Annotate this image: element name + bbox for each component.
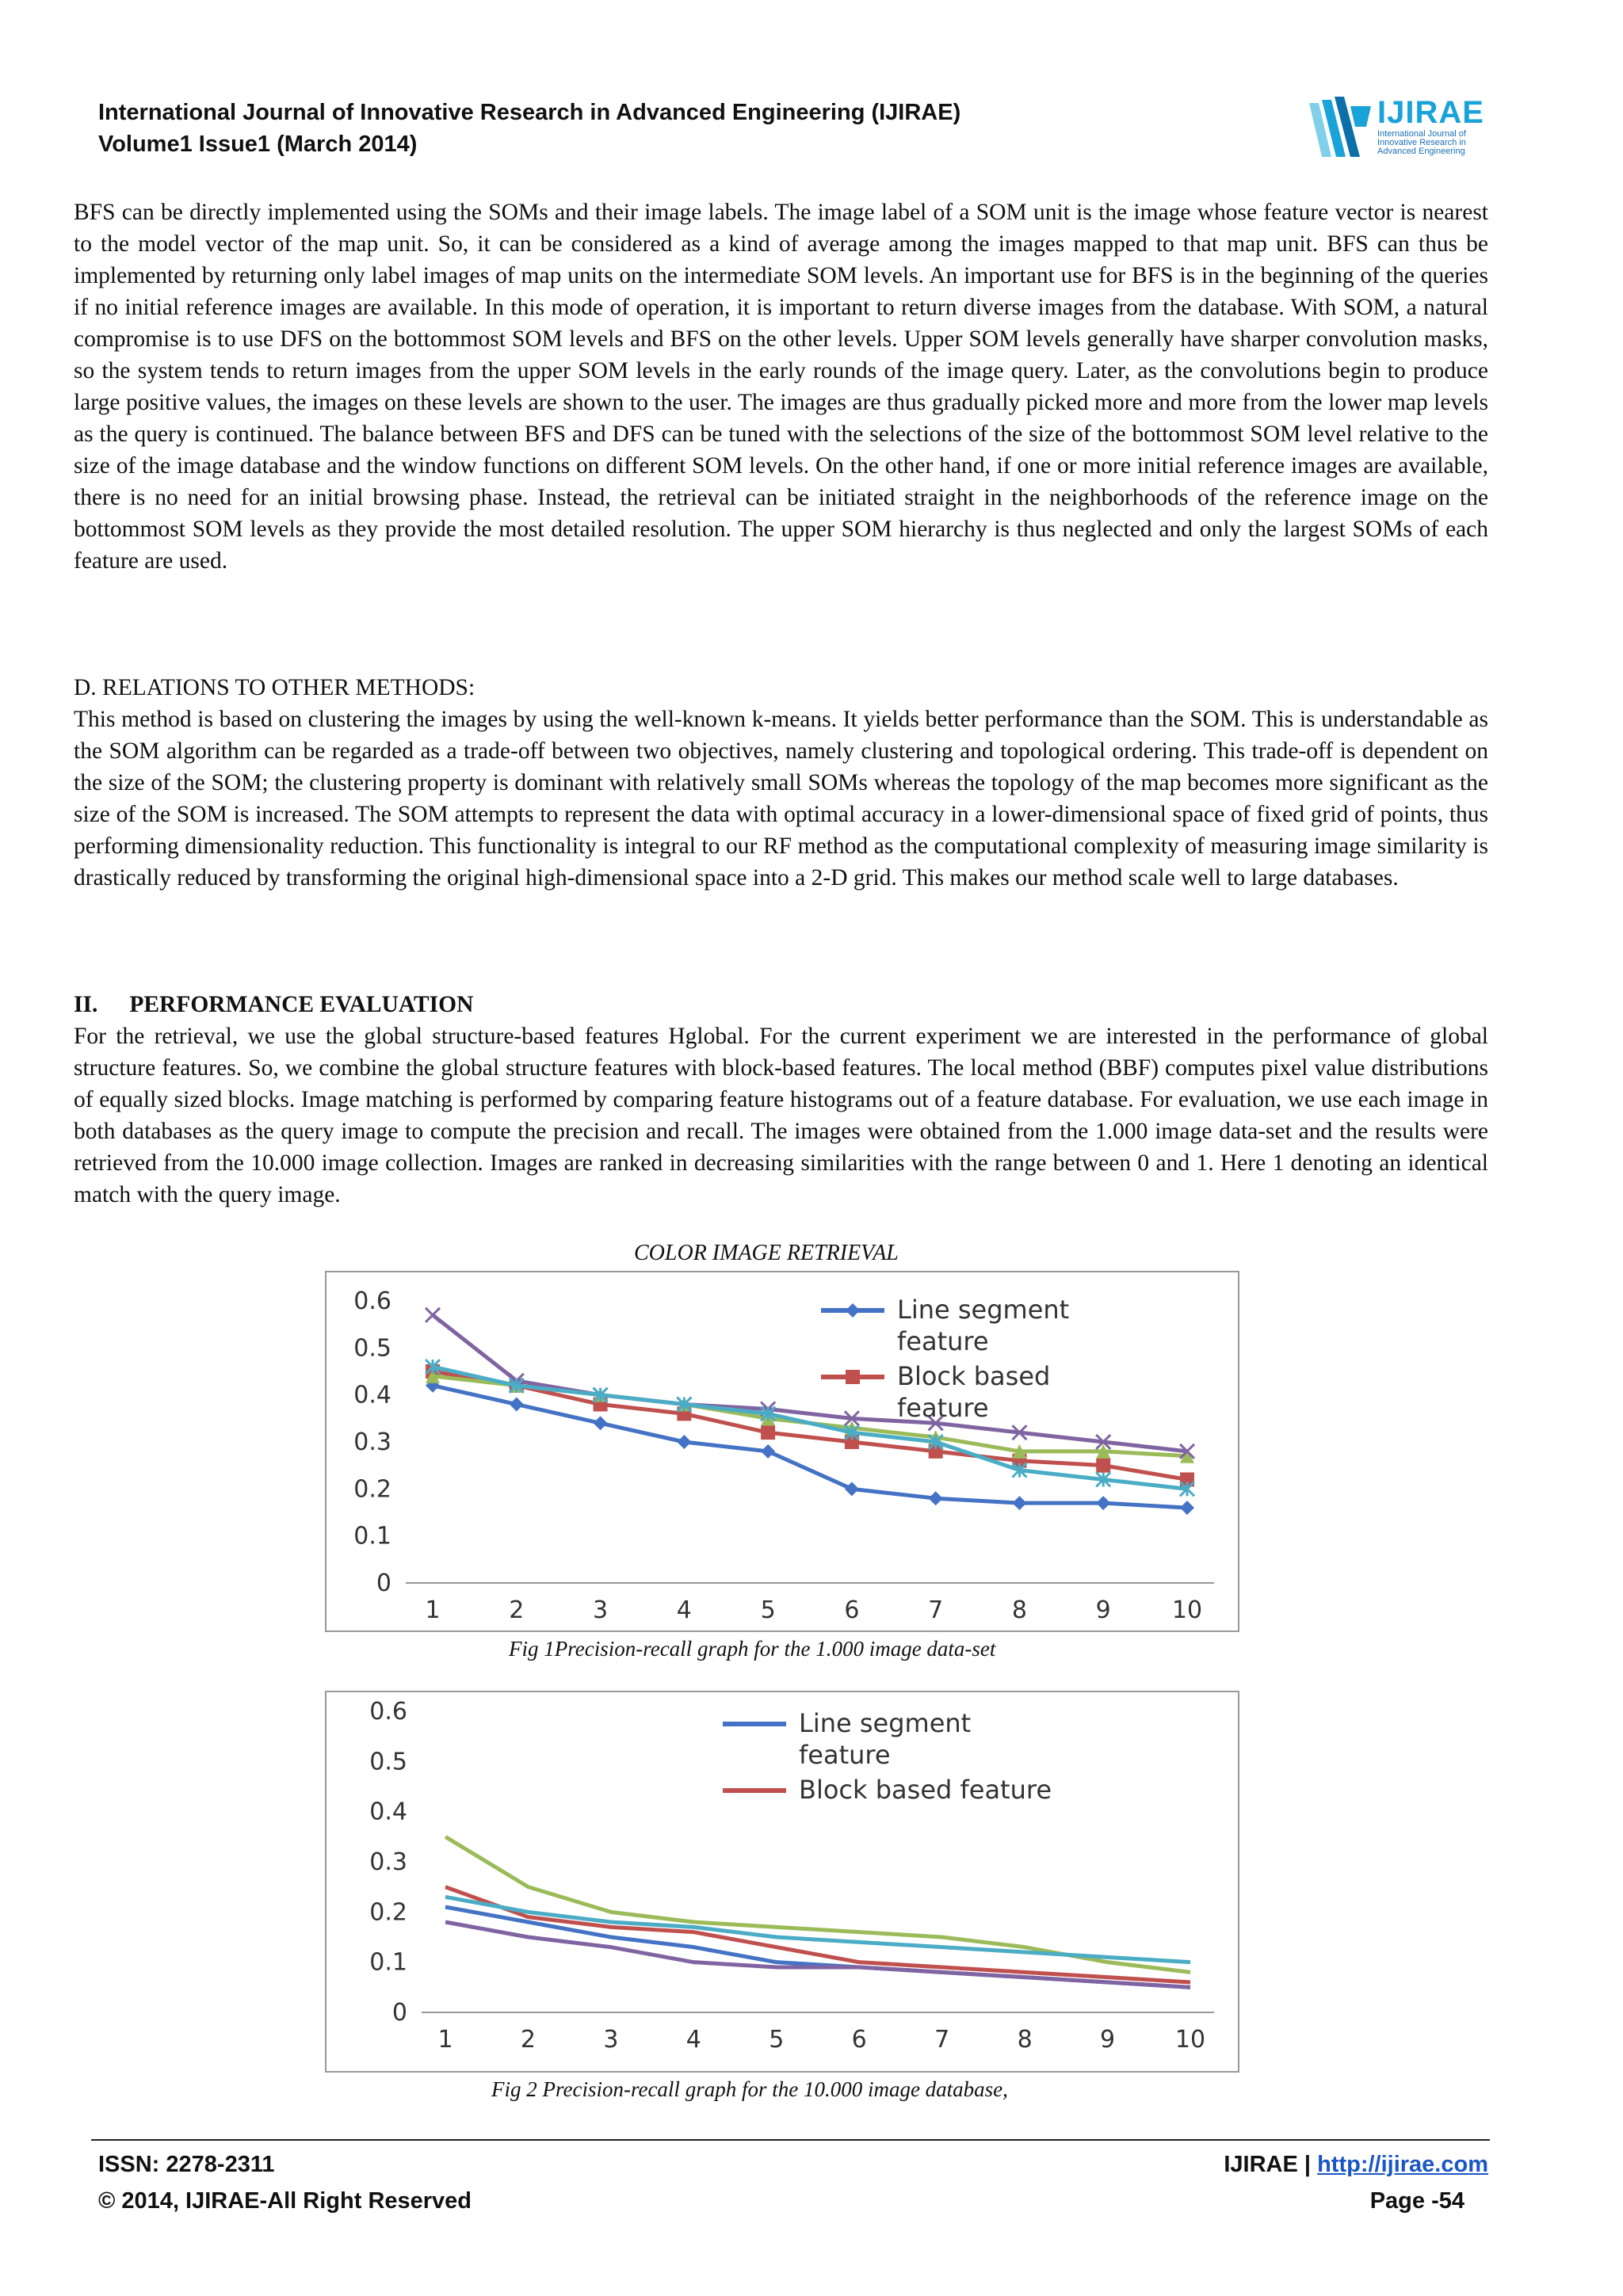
x-tick-label: 7 [928, 1596, 944, 1624]
y-tick-label: 0.4 [353, 1381, 391, 1409]
section-ii-heading [74, 989, 473, 1020]
y-tick-label: 0.3 [353, 1428, 391, 1456]
legend-label: Line segment [897, 1295, 1070, 1325]
data-point-series-1 [761, 1444, 775, 1459]
data-point-series-2 [1096, 1459, 1110, 1473]
section-d-heading: D. RELATIONS TO OTHER METHODS: [74, 675, 475, 700]
y-tick-label: 0.2 [369, 1898, 407, 1927]
ijirae-logo-icon [1308, 95, 1376, 158]
x-tick-label: 1 [425, 1596, 441, 1624]
x-tick-label: 5 [769, 2026, 785, 2054]
y-tick-label: 0.6 [369, 1698, 407, 1726]
legend-label: Line segment [799, 1708, 972, 1738]
series-line-1 [433, 1386, 1187, 1508]
data-point-series-1 [594, 1416, 608, 1430]
logo-wordmark: IJIRAE [1377, 95, 1484, 130]
footer-url-link[interactable]: http://ijirae.com [1317, 2152, 1488, 2177]
legend-marker [846, 1370, 860, 1384]
x-tick-label: 8 [1017, 2026, 1033, 2054]
x-tick-label: 1 [437, 2026, 453, 2054]
paragraph-relations: This method is based on clustering the images by using the well-known k-means. It yields better performance than the SOM. This is understandable as the SOM algorithm can be regarded as a trade-off between two objectives, namely clustering and topological ordering. This trade-off is dependent on the size of the SOM; the clustering property is dominant with relatively small SOMs whereas the topology of the map becomes more significant as the size of the SOM is increased. The SOM attempts to represent the data with optimal accuracy in a lower-dimensional space of fixed grid of points, thus performing dimensionality reduction. This functionality is integral to our RF method as the computational complexity of measuring image similarity is drastically reduced by transforming the original high-dimensional space into a 2-D grid. This makes our method scale well to large databases. [74, 707, 1488, 891]
x-tick-label: 2 [520, 2026, 536, 2054]
legend-label: Block based [897, 1361, 1051, 1391]
data-point-series-1 [845, 1482, 859, 1496]
legend-marker [846, 1303, 860, 1318]
legend-label: Block based feature [799, 1775, 1052, 1805]
legend-label: feature [897, 1326, 989, 1356]
section-ii-title: PERFORMANCE EVALUATION [129, 992, 474, 1017]
figure-2-chart [325, 1691, 1239, 2073]
figure-1-plot [327, 1272, 1238, 1630]
y-tick-label: 0 [391, 1999, 407, 2027]
footer-journal-link-line [1224, 2152, 1488, 2178]
x-tick-label: 6 [844, 1596, 860, 1624]
x-tick-label: 3 [603, 2026, 619, 2054]
figure-1-caption: Fig 1Precision-recall graph for the 1.000 image data-set [509, 1637, 996, 1661]
data-point-series-1 [1096, 1496, 1110, 1510]
footer-issn: ISSN: 2278-2311 [98, 2152, 275, 2177]
figure-2-caption: Fig 2 Precision-recall graph for the 10.000 image database, [491, 2077, 1008, 2101]
legend-label: feature [897, 1393, 989, 1423]
y-tick-label: 0.6 [353, 1287, 391, 1315]
data-point-series-4 [426, 1308, 440, 1322]
x-tick-label: 7 [934, 2026, 950, 2054]
y-tick-label: 0.2 [353, 1475, 391, 1504]
footer-page-number: Page -54 [1369, 2188, 1465, 2214]
x-tick-label: 3 [593, 1596, 609, 1624]
x-tick-label: 2 [509, 1596, 525, 1624]
data-point-series-1 [510, 1398, 524, 1412]
ijirae-logo [1308, 95, 1495, 158]
x-tick-label: 4 [685, 2026, 701, 2054]
legend-label: feature [799, 1740, 891, 1770]
data-point-series-1 [1180, 1501, 1194, 1515]
footer-journal-short: IJIRAE | [1224, 2152, 1318, 2177]
y-tick-label: 0 [376, 1569, 391, 1597]
x-tick-label: 8 [1011, 1596, 1027, 1624]
figure-1-chart [325, 1271, 1239, 1632]
y-tick-label: 0.5 [353, 1334, 391, 1363]
x-tick-label: 9 [1095, 1596, 1111, 1624]
data-point-series-2 [761, 1425, 775, 1440]
y-tick-label: 0.5 [369, 1748, 407, 1776]
y-tick-label: 0.1 [353, 1522, 391, 1550]
x-tick-label: 10 [1174, 2026, 1206, 2054]
paragraph-bfs: BFS can be directly implemented using the SOMs and their image labels. The image label of a SOM unit is the image whose feature vector is nearest to the model vector of the map unit. So, it can be considered as a kind of average among the images mapped to that map unit. BFS can thus be implemented by returning only label images of map units on the intermediate SOM levels. An important use for BFS is in the beginning of the queries if no initial reference images are available. In this mode of operation, it is important to return diverse images from the database. With SOM, a natural compromise is to use DFS on the bottommost SOM levels and BFS on the other levels. Upper SOM levels generally have sharper convolution masks, so the system tends to return images from the upper SOM levels in the early rounds of the image query. Later, as the convolutions begin to produce large positive values, the images on these levels are shown to the user. The images are thus gradually picked more and more from the lower map levels as the query is continued. The balance between BFS and DFS can be tuned with the selections of the size of the bottommost SOM level relative to the size of the image database and the window functions on different SOM levels. On the other hand, if one or more initial reference images are available, there is no need for an initial browsing phase. Instead, the retrieval can be initiated straight in the neighborhoods of the reference image on the bottommost SOM levels as they provide the most detailed resolution. The upper SOM hierarchy is thus neglected and only the largest SOMs of each feature are used. [74, 200, 1488, 574]
footer-copyright: © 2014, IJIRAE-All Right Reserved [98, 2188, 472, 2214]
x-tick-label: 6 [851, 2026, 867, 2054]
y-tick-label: 0.3 [369, 1848, 407, 1876]
x-tick-label: 9 [1100, 2026, 1116, 2054]
y-tick-label: 0.1 [369, 1948, 407, 1977]
footer-divider [91, 2139, 1490, 2141]
x-tick-label: 10 [1171, 1596, 1203, 1624]
journal-volume: Volume1 Issue1 (March 2014) [98, 132, 418, 157]
data-point-series-1 [677, 1435, 691, 1449]
series-line-3 [445, 1836, 1190, 1972]
y-tick-label: 0.4 [369, 1798, 407, 1826]
x-tick-label: 5 [760, 1596, 776, 1624]
section-ii-number: II. [74, 992, 98, 1017]
series-line-4 [433, 1315, 1187, 1451]
x-tick-label: 4 [676, 1596, 692, 1624]
paragraph-performance: For the retrieval, we use the global structure-based features Hglobal. For the current experiment we are interested in the performance of global structure features. So, we combine the global structure features with block-based features. The local method (BBF) computes pixel value distributions of equally sized blocks. Image matching is performed by comparing feature histograms out of a feature database. For evaluation, we use each image in both databases as the query image to compute the precision and recall. The images were obtained from the 1.000 image data-set and the results were retrieved from the 10.000 image collection. Images are ranked in decreasing similarities with the range between 0 and 1. Here 1 denoting an identical match with the query image. [74, 1024, 1488, 1207]
figure-2-plot [327, 1692, 1238, 2071]
figures-title: COLOR IMAGE RETRIEVAL [634, 1241, 899, 1265]
data-point-series-1 [1012, 1496, 1026, 1510]
data-point-series-1 [929, 1491, 943, 1505]
journal-title: International Journal of Innovative Research in Advanced Engineering (IJIRAE) [98, 100, 961, 125]
logo-tagline: International Journal of Innovative Research in Advanced Engineering [1377, 129, 1466, 156]
